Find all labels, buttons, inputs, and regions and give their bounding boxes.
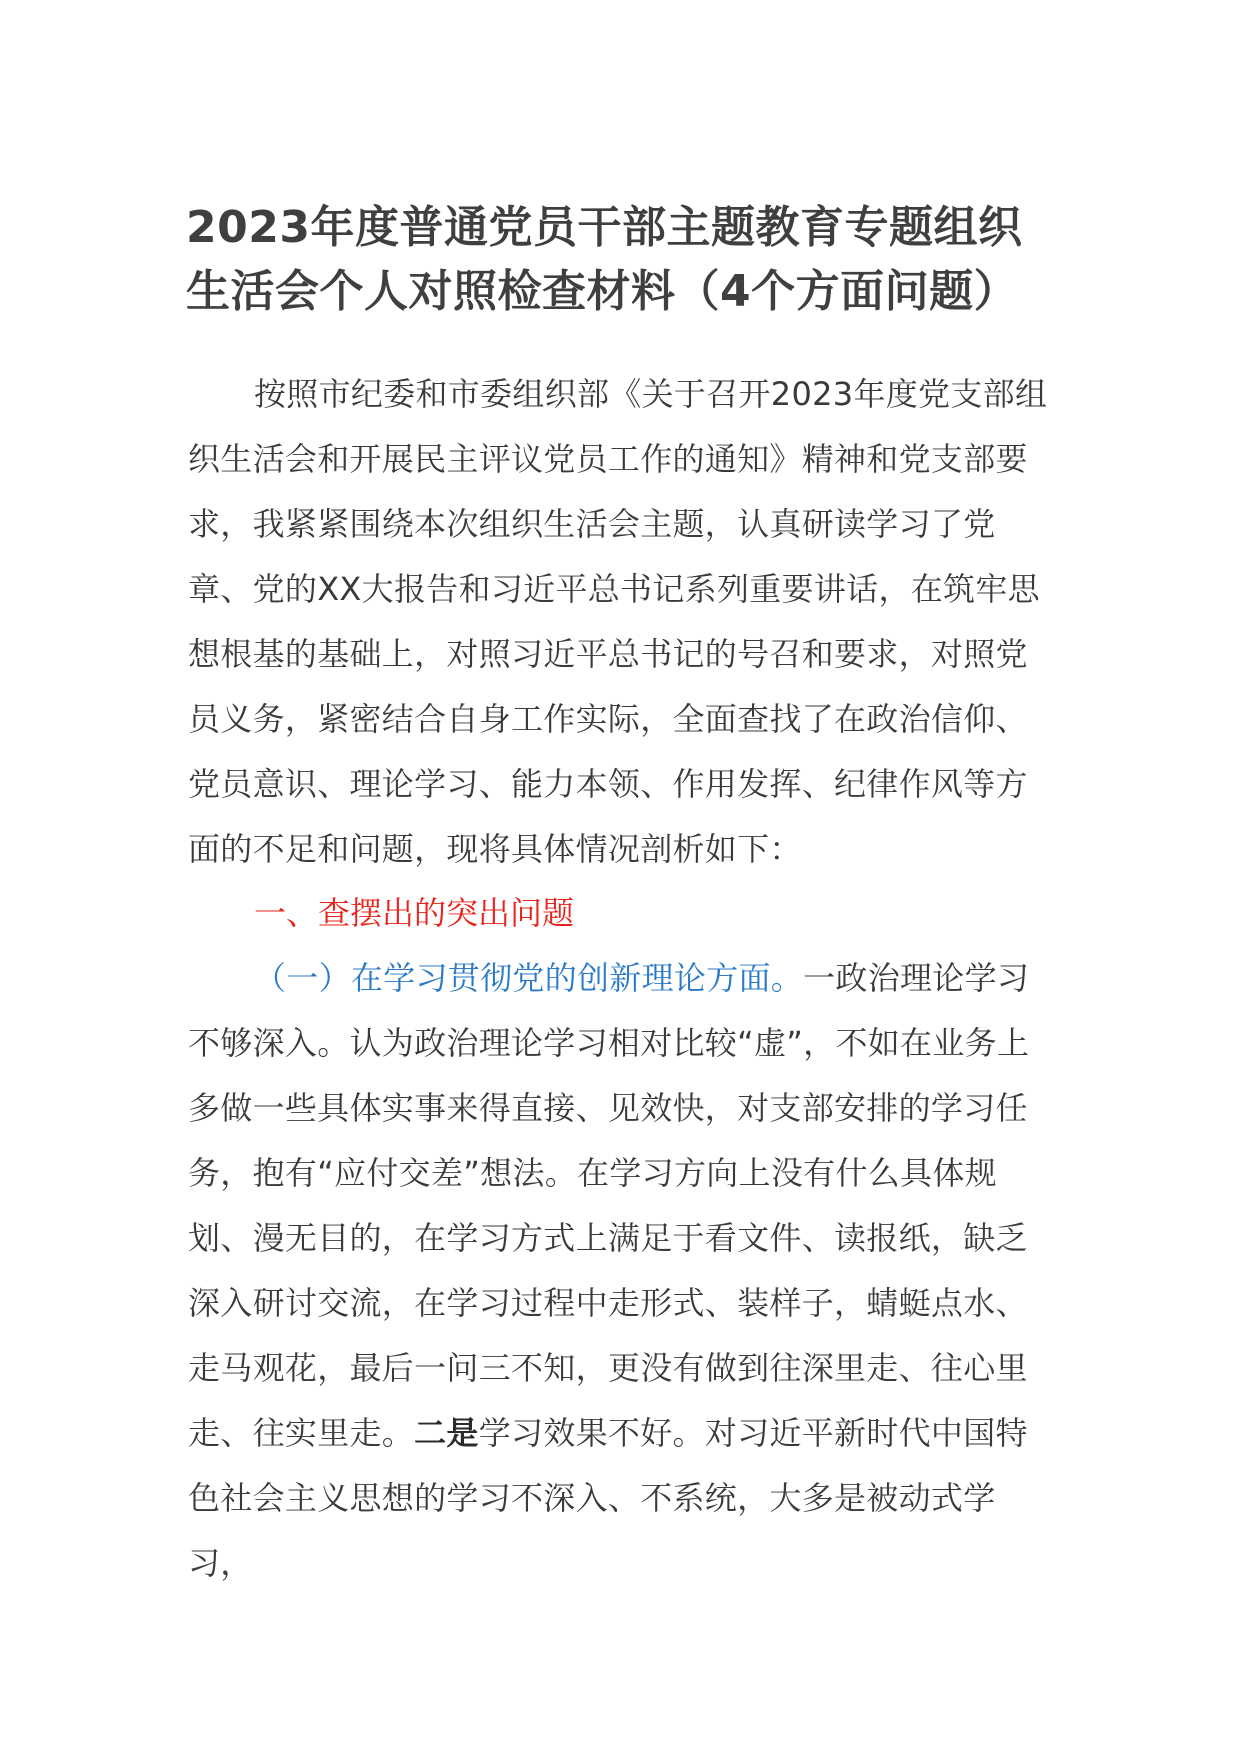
subsection-paragraph	[188, 946, 1058, 1596]
subsection-text-2: 学习效果不好。对习近平新时代中国特色社会主义思想的学习不深入、不系统，大多是被动式学习，	[188, 1414, 1028, 1582]
subsection-text-1: 一政治理论学习不够深入。认为政治理论学习相对比较“虚”，不如在业务上多做一些具体实事来得直接、见效快，对支部安排的学习任务，抱有“应付交差”想法。在学习方向上没有什么具体规划、漫无目的，在学习方式上满足于看文件、读报纸，缺乏深入研讨交流，在学习过程中走形式、装样子，蜻蜓点水、走马观花，最后一问三不知，更没有做到往深里走、往心里走、往实里走。	[188, 959, 1030, 1452]
subsection-heading: （一）在学习贯彻党的创新理论方面。	[254, 959, 804, 997]
document-title: 2023年度普通党员干部主题教育专题组织生活会个人对照检查材料（4个方面问题）	[186, 202, 1023, 317]
intro-paragraph: 按照市纪委和市委组织部《关于召开2023年度党支部组织生活会和开展民主评议党员工作的通知》精神和党支部要求，我紧紧围绕本次组织生活会主题，认真研读学习了党章、党的XX大报告和习近平总书记系列重要讲话，在筑牢思想根基的基础上，对照习近平总书记的号召和要求，对照党员义务，紧密结合自身工作实际，全面查找了在政治信仰、党员意识、理论学习、能力本领、作用发挥、纪律作风等方面的不足和问题，现将具体情况剖析如下：	[188, 375, 1048, 868]
subsection-bold-marker: 二是	[414, 1414, 479, 1452]
section-heading: 一、查摆出的突出问题	[254, 894, 575, 932]
